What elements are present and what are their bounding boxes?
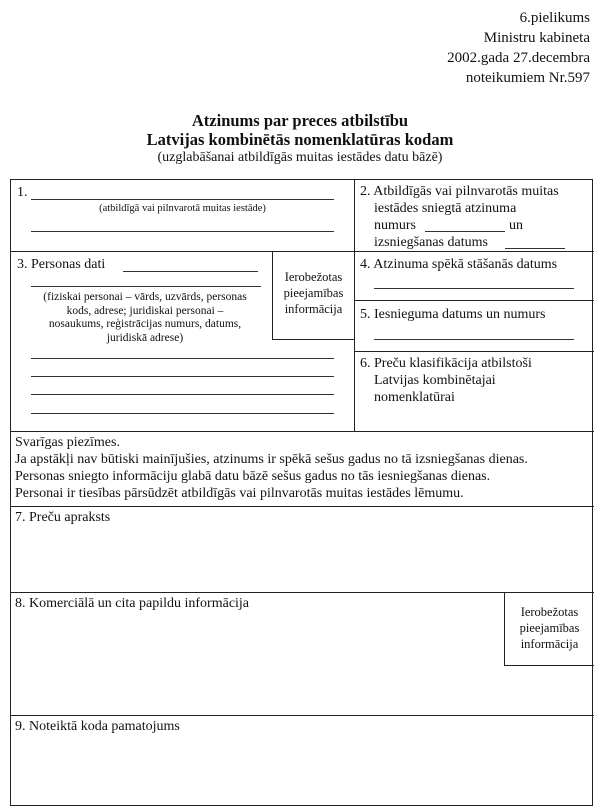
row-divider-right-3 (354, 351, 594, 352)
field5-line[interactable] (374, 339, 574, 340)
field3-line-2[interactable] (31, 286, 261, 287)
field6-label-line3: nomenklatūrai (374, 390, 455, 405)
notes-line1: Ja apstākļi nav būtiski mainījušies, atzinums ir spēkā sešus gadus no tā izsniegšanas dienas. (15, 452, 528, 467)
field3-line-1[interactable] (123, 271, 258, 272)
field6-label-line1: 6. Preču klasifikācija atbilstoši (360, 356, 532, 371)
notes-line3: Personai ir tiesības pārsūdzēt atbildīgās vai pilnvarotās muitas iestādes lēmumu. (15, 486, 464, 501)
field4-label: 4. Atzinuma spēkā stāšanās datums (360, 257, 558, 272)
notes-line2: Personas sniegto informāciju glabā datu bāzē sešus gadus no tās iesniegšanas dienas. (15, 469, 491, 484)
field1-line[interactable] (31, 199, 334, 200)
restricted-line2: pieejamības (283, 286, 344, 300)
annex-authority: Ministru kabineta (483, 30, 590, 46)
notes-title: Svarīgas piezīmes. (15, 435, 120, 450)
field6-label-line2: Latvijas kombinētajai (374, 373, 496, 388)
annex-date: 2002.gada 27.decembra (447, 50, 590, 66)
field5-label: 5. Iesnieguma datums un numurs (360, 307, 546, 322)
field3-caption-1: (fiziskai personai – vārds, uzvārds, personas (43, 291, 247, 303)
field8-area[interactable] (15, 612, 500, 712)
form-frame (10, 179, 593, 806)
document-title-line1: Atzinums par preces atbilstību (191, 111, 409, 130)
field1-line-2[interactable] (31, 231, 334, 232)
annex-regulation: noteikumiem Nr.597 (465, 70, 590, 86)
field2-label-line3: numurs (374, 218, 416, 233)
field8-label: 8. Komerciālā un cita papildu informācija (15, 596, 250, 611)
row-divider-notes-top (11, 431, 594, 432)
restricted-info-box-2 (504, 592, 594, 666)
field3-line-5[interactable] (31, 394, 334, 395)
document-title-line2: Latvijas kombinētās nomenklatūras kodam (146, 130, 454, 149)
field1-number: 1. (17, 185, 28, 200)
field7-area[interactable] (15, 525, 590, 589)
field2-number-line[interactable] (425, 231, 505, 232)
row-divider-field9 (11, 715, 594, 716)
field3-line-4[interactable] (31, 376, 334, 377)
annex-number: 6.pielikums (519, 10, 590, 26)
field7-label: 7. Preču apraksts (15, 510, 111, 525)
field9-area[interactable] (15, 736, 590, 802)
field3-label: 3. Personas dati (17, 257, 106, 272)
field3-caption-2: kods, adrese; juridiskai personai – (66, 304, 224, 317)
field9-label: 9. Noteiktā koda pamatojums (15, 719, 180, 734)
restricted-line3: informācija (284, 302, 343, 316)
field3-line-6[interactable] (31, 413, 334, 414)
field4-line[interactable] (374, 288, 574, 289)
field3-line-3[interactable] (31, 358, 334, 359)
field3-caption-3: nosaukums, reģistrācijas numurs, datums, (48, 318, 242, 330)
restricted2-line1: Ierobežotas (520, 605, 579, 619)
field2-date-line[interactable] (505, 248, 565, 249)
field1-caption: (atbildīgā vai pilnvarotā muitas iestāde) (99, 203, 266, 214)
row-divider-right-1 (354, 251, 594, 252)
restricted2-line2: pieejamības (519, 621, 580, 635)
row-divider-right-2 (354, 300, 594, 301)
field3-caption (25, 291, 265, 345)
field2-label-un: un (509, 218, 523, 233)
field3-caption-4: juridiskā adrese) (106, 331, 184, 344)
field2-label-line1: 2. Atbildīgās vai pilnvarotās muitas (360, 184, 559, 199)
document-subtitle: (uzglabāšanai atbildīgās muitas iestādes datu bāzē) (157, 150, 443, 165)
row-divider-notes-bottom (11, 506, 594, 507)
restricted-line1: Ierobežotas (284, 270, 343, 284)
field2-label-line2: iestādes sniegtā atzinuma (374, 201, 517, 216)
column-divider (354, 180, 355, 431)
annex-header (447, 8, 590, 88)
restricted2-line3: informācija (520, 637, 579, 651)
field2-label-line4: izsniegšanas datums (374, 235, 488, 250)
restricted-info-box (272, 251, 354, 340)
